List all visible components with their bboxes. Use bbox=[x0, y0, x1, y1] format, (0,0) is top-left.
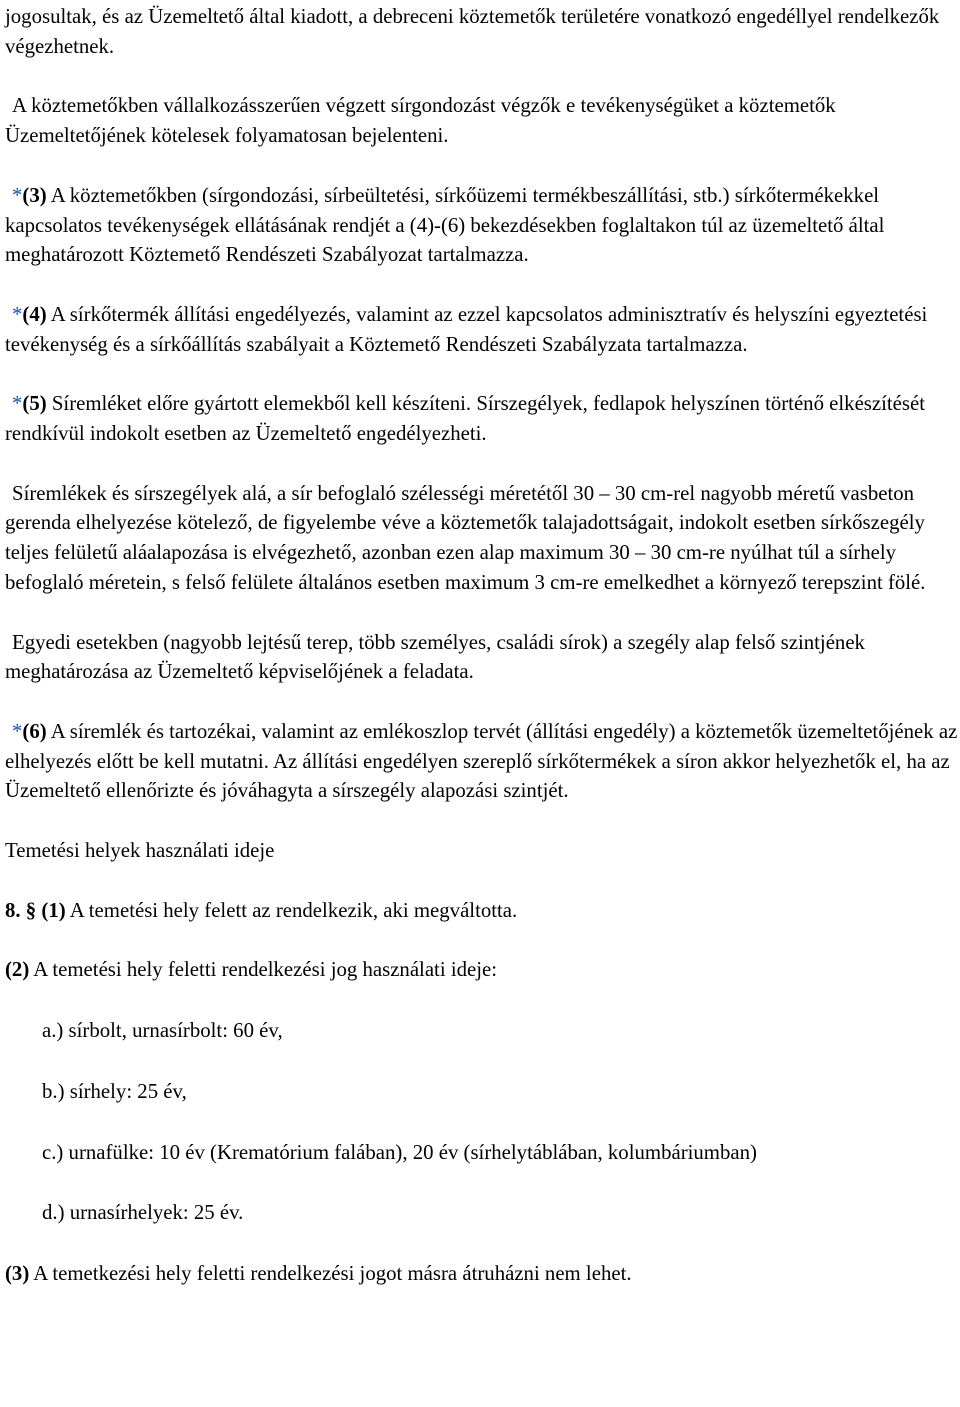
paragraph-3 bbox=[5, 181, 960, 270]
paragraph-text: A temetkezési hely feletti rendelkezési jogot másra átruházni nem lehet. bbox=[29, 1261, 632, 1285]
paragraph-text: A síremlék és tartozékai, valamint az emlékoszlop tervét (állítási engedély) a köztemetők üzemeltetőjének az elhelyezés előtt be kell mutatni. Az állítási engedélyen szereplő sírkőtermékek a síron akkor helyezhetők el, ha az Üzemeltető ellenőrizte és jóváhagyta a sírszegély alapozási szintjét. bbox=[5, 719, 958, 803]
list-item: b.) sírhely: 25 év, bbox=[42, 1079, 187, 1103]
paragraph-5 bbox=[5, 389, 960, 448]
section-heading: Temetési helyek használati ideje bbox=[5, 839, 275, 863]
amendment-star-link[interactable]: * bbox=[12, 719, 23, 743]
list-item: a.) sírbolt, urnasírbolt: 60 év, bbox=[42, 1019, 283, 1043]
paragraph-number: (2) bbox=[5, 958, 30, 982]
paragraph-number: (3) bbox=[22, 183, 47, 207]
paragraph-continuation: jogosultak, és az Üzemeltető által kiadott, a debreceni köztemetők területére vonatkozó engedéllyel rendelkezők végezhetnek. bbox=[5, 5, 940, 58]
section-8-paragraph-2 bbox=[5, 955, 960, 985]
paragraph-text: A köztemetőkben (sírgondozási, sírbeültetési, sírkőüzemi termékbeszállítási, stb.) sírkőtermékekkel kapcsolatos tevékenységek ellátásának rendjét a (4)-(6) bekezdésekben foglaltakon túl az üzemeltető által meghatározott Köztemető Rendészeti Szabályozat tartalmazza. bbox=[5, 183, 885, 267]
amendment-star-link[interactable]: * bbox=[12, 302, 23, 326]
paragraph-text: A temetési hely felett az rendelkezik, aki megváltotta. bbox=[65, 898, 518, 922]
section-number: 8. § (1) bbox=[5, 898, 66, 922]
paragraph-number: (5) bbox=[22, 392, 47, 416]
amendment-star-link[interactable]: * bbox=[12, 392, 23, 416]
paragraph-alapozas: Síremlékek és sírszegélyek alá, a sír befoglaló szélességi méretétől 30 – 30 cm-rel nagyobb méretű vasbeton gerenda elhelyezése kötelező, de figyelembe véve a köztemetők talajadottságait, indokolt esetben sírkőszegély teljes felületű aláalapozása is elvégezhető, azonban ezen alap maximum 30 – 30 cm-re nyúlhat túl a sírhely befoglaló méretein, s felső felülete általános esetben maximum 3 cm-re emelkedhet a környező terepszint fölé. bbox=[5, 481, 926, 594]
amendment-star-link[interactable]: * bbox=[12, 183, 23, 207]
paragraph-sirgondozas-bejelentes: A köztemetőkben vállalkozásszerűen végzett sírgondozást végzők e tevékenységüket a köztemetők Üzemeltetőjének kötelesek folyamatosan bejelenteni. bbox=[5, 94, 836, 148]
paragraph-egyedi-esetek: Egyedi esetekben (nagyobb lejtésű terep, több személyes, családi sírok) a szegély alap felső szintjének meghatározása az Üzemeltető képviselőjének a feladata. bbox=[5, 630, 865, 684]
section-8-paragraph-1 bbox=[5, 896, 960, 926]
paragraph-number: (4) bbox=[22, 302, 47, 326]
paragraph-text: A temetési hely feletti rendelkezési jog használati ideje: bbox=[29, 958, 498, 982]
document-page bbox=[5, 2, 960, 1289]
paragraph-text: Síremléket előre gyártott elemekből kell készíteni. Sírszegélyek, fedlapok helyszínen történő elkészítését rendkívül indokolt esetben az Üzemeltető engedélyezheti. bbox=[5, 392, 926, 446]
paragraph-6 bbox=[5, 717, 960, 806]
paragraph-4 bbox=[5, 300, 960, 359]
section-8-paragraph-3 bbox=[5, 1259, 960, 1289]
paragraph-number: (6) bbox=[22, 719, 47, 743]
list-item: c.) urnafülke: 10 év (Krematórium falában), 20 év (sírhelytáblában, kolumbáriumban) bbox=[42, 1140, 757, 1164]
list-item: d.) urnasírhelyek: 25 év. bbox=[42, 1201, 244, 1225]
paragraph-number: (3) bbox=[5, 1261, 30, 1285]
paragraph-text: A sírkőtermék állítási engedélyezés, valamint az ezzel kapcsolatos adminisztratív és helyszíni egyeztetési tevékenység és a sírkőállítás szabályait a Köztemető Rendészeti Szabályzata tartalmazza. bbox=[5, 302, 928, 356]
